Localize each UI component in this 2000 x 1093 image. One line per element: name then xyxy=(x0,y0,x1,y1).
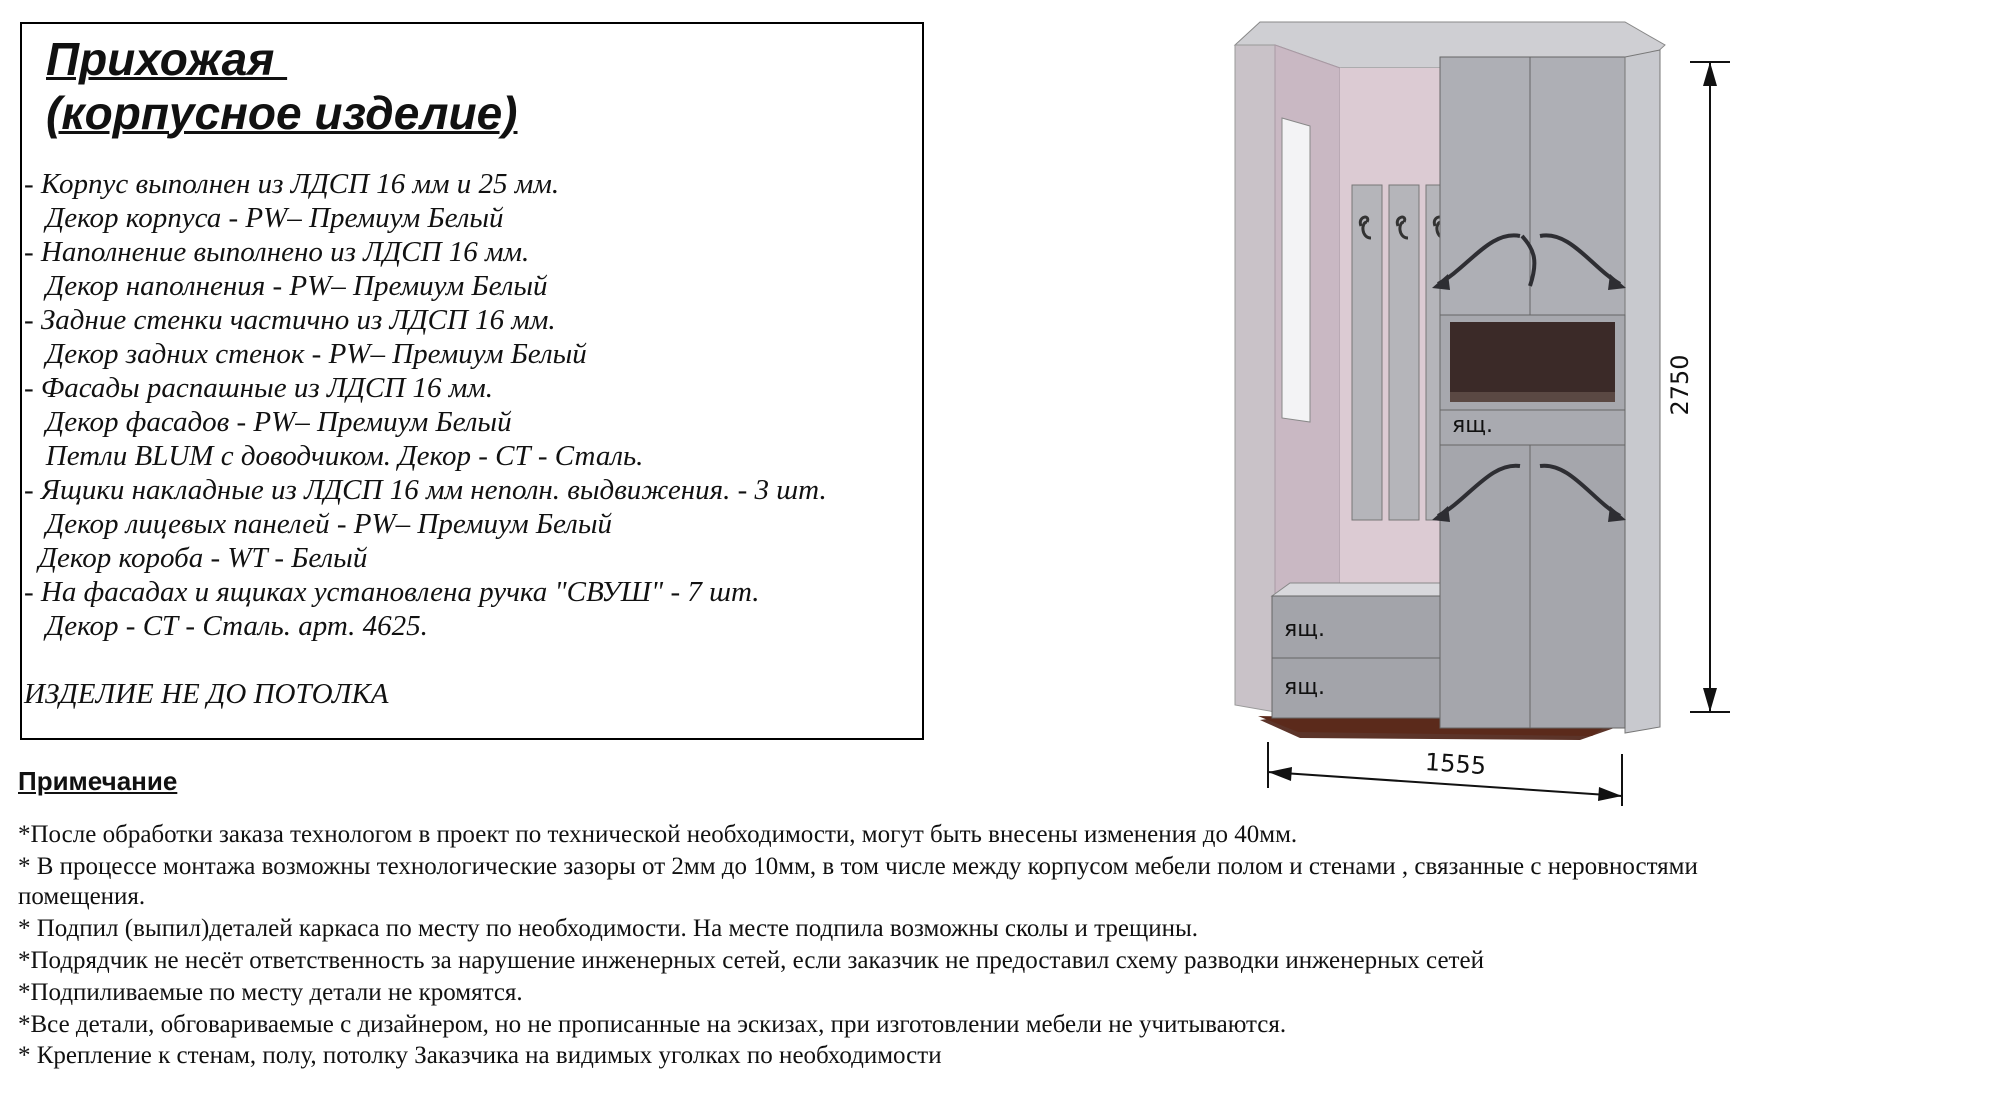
spec-line: - Корпус выполнен из ЛДСП 16 мм и 25 мм. xyxy=(24,168,560,200)
height-dimension: 2750 xyxy=(1666,354,1694,416)
spec-line: Декор наполнения - PW– Премиум Белый xyxy=(24,270,548,302)
hallway-furniture-drawing xyxy=(1200,0,2000,820)
title-line-1: Прихожая xyxy=(46,33,288,85)
note-line: *Подрядчик не несёт ответственность за нарушение инженерных сетей, если заказчик не предоставил схему разводки инженерных сетей xyxy=(18,947,1484,974)
spec-line: - Наполнение выполнено из ЛДСП 16 мм. xyxy=(24,236,530,268)
spec-line: - Фасады распашные из ЛДСП 16 мм. xyxy=(24,372,494,404)
note-line: помещения. xyxy=(18,883,146,910)
height-arrow-bottom-icon xyxy=(1703,688,1717,712)
notes-heading: Примечание xyxy=(18,766,178,796)
spec-line: Декор - СТ - Сталь. арт. 4625. xyxy=(24,610,428,642)
open-niche xyxy=(1450,322,1615,402)
coat-panel xyxy=(1352,185,1382,520)
spec-line: Декор лицевых панелей - PW– Премиум Белый xyxy=(24,508,612,540)
specification-box xyxy=(20,22,924,740)
mirror-panel xyxy=(1282,118,1310,422)
drawer-label-wardrobe: ящ. xyxy=(1452,413,1493,438)
spec-line: Петли BLUM с доводчиком. Декор - СТ - Сталь. xyxy=(24,440,644,472)
wardrobe-lower-door-right xyxy=(1530,445,1625,728)
spec-line: ИЗДЕЛИЕ НЕ ДО ПОТОЛКА xyxy=(24,678,389,710)
spec-line: Декор корпуса - PW– Премиум Белый xyxy=(24,202,504,234)
width-arrow-left-icon xyxy=(1268,767,1292,781)
note-line: * Подпил (выпил)деталей каркаса по месту по необходимости. На месте подпила возможны сколы и трещины. xyxy=(18,915,1199,942)
width-dimension: 1555 xyxy=(1424,747,1487,781)
spec-line: Декор фасадов - PW– Премиум Белый xyxy=(24,406,512,438)
note-line: *После обработки заказа технологом в проект по технической необходимости, могут быть внесены изменения до 40мм. xyxy=(18,821,1298,848)
wardrobe-lower-door-left xyxy=(1440,445,1530,728)
drawer-label-bench-2: ящ. xyxy=(1284,675,1325,700)
note-line: * Крепление к стенам, полу, потолку Заказчика на видимых уголках по необходимости xyxy=(18,1042,942,1069)
title-line-2: (корпусное изделие) xyxy=(46,87,518,139)
coat-panel xyxy=(1389,185,1419,520)
left-side-panel xyxy=(1235,45,1275,712)
niche-bottom xyxy=(1450,392,1615,402)
spec-line: - Задние стенки частично из ЛДСП 16 мм. xyxy=(24,304,556,336)
note-line: *Подпиливаемые по месту детали не кромятся. xyxy=(18,979,523,1006)
height-arrow-top-icon xyxy=(1703,62,1717,86)
note-line: * В процессе монтажа возможны технологические зазоры от 2мм до 10мм, в том числе между корпусом мебели полом и стенами , связанные с неровностями xyxy=(18,853,1698,880)
wardrobe-upper-door-left xyxy=(1440,57,1530,315)
note-line: *Все детали, обговариваемые с дизайнером, но не прописанные на эскизах, при изготовлении мебели не учитываются. xyxy=(18,1011,1287,1038)
spec-line: Декор короба - WT - Белый xyxy=(24,542,368,574)
wardrobe-side-cap xyxy=(1625,50,1660,733)
bench-top xyxy=(1272,583,1440,596)
spec-line: Декор задних стенок - PW– Премиум Белый xyxy=(24,338,587,370)
drawer-label-bench-1: ящ. xyxy=(1284,617,1325,642)
spec-line: - Ящики накладные из ЛДСП 16 мм неполн. выдвижения. - 3 шт. xyxy=(24,474,827,506)
width-arrow-right-icon xyxy=(1598,787,1622,801)
spec-line: - На фасадах и ящиках установлена ручка "СВУШ" - 7 шт. xyxy=(24,576,760,608)
